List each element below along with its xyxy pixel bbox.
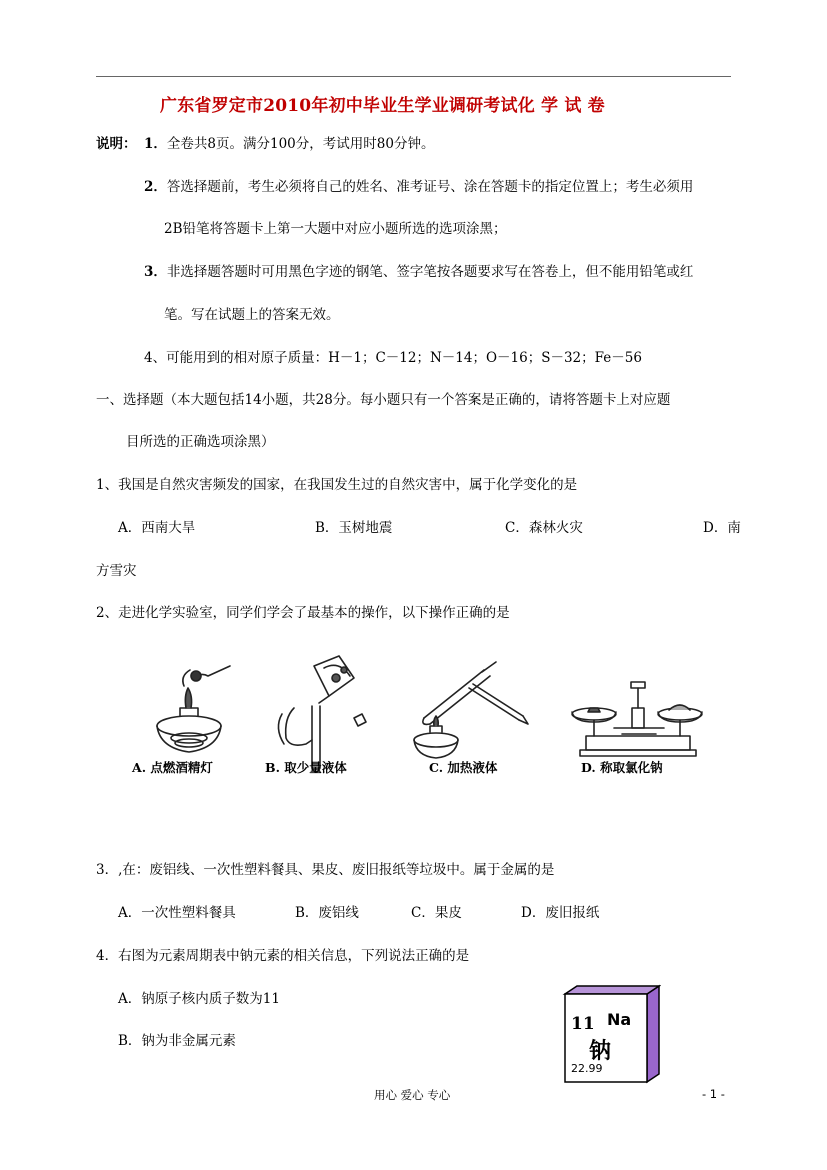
element-symbol: Na	[607, 1010, 632, 1029]
sodium-element-card	[561, 984, 661, 1084]
q4-option-b: B．钠为非金属元素	[118, 1033, 236, 1049]
q3-option-b: B．废铝线	[295, 905, 359, 921]
instruction-2	[144, 177, 693, 197]
instruction-number: 1．	[144, 136, 167, 152]
lab-operations-figure	[124, 648, 704, 783]
q1-option-c: C．森林火灾	[505, 520, 583, 536]
instruction-2-cont: 2B铅笔将答题卡上第一大题中对应小题所选的选项涂黑；	[164, 221, 507, 237]
figure-caption-a: A. 点燃酒精灯	[132, 760, 213, 775]
heating-liquid-illustration	[414, 662, 528, 758]
instruction-text: 答选择题前，考生必须将自己的姓名、准考证号、涂在答题卡的指定位置上；考生必须用	[166, 179, 694, 195]
page-number: - 1 -	[702, 1087, 725, 1101]
instruction-number: 2．	[144, 179, 167, 195]
q3-option-c: C．果皮	[411, 905, 462, 921]
instruction-4	[144, 348, 642, 368]
instruction-3-cont: 笔。写在试题上的答案无效。	[164, 307, 340, 323]
header-rule	[96, 76, 731, 77]
question-1-stem: 1、我国是自然灾害频发的国家，在我国发生过的自然灾害中，属于化学变化的是	[96, 477, 578, 493]
instruction-number: 3．	[144, 264, 167, 280]
footer-motto: 用心 爱心 专心	[374, 1088, 451, 1102]
instruction-text: 非选择题答题时可用黑色字迹的钢笔、签字笔按各题要求写在答卷上，但不能用铅笔或红	[166, 264, 694, 280]
section-heading: 一、选择题（本大题包括14小题，共28分。每小题只有一个答案是正确的，请将答题卡上对应题	[96, 392, 671, 408]
instructions-label: 说明：	[96, 136, 137, 152]
question-2-stem: 2、走进化学实验室，同学们学会了最基本的操作，以下操作正确的是	[96, 605, 510, 621]
question-4-stem: 4．右图为元素周期表中钠元素的相关信息，下列说法正确的是	[96, 948, 470, 964]
q1-option-d: D．南	[703, 520, 741, 536]
balance-scale-illustration	[572, 682, 702, 756]
q3-option-a: A．一次性塑料餐具	[118, 905, 236, 921]
instruction-number: 4、	[144, 350, 167, 366]
atomic-mass: 22.99	[571, 1062, 603, 1075]
instruction-1	[144, 134, 434, 154]
q1-option-b: B．玉树地震	[315, 520, 393, 536]
instruction-3	[144, 262, 693, 282]
figure-caption-d: D. 称取氯化钠	[581, 760, 663, 775]
alcohol-lamp-illustration	[157, 666, 230, 752]
instruction-text: 可能用到的相对原子质量：H－1；C－12；N－14；O－16；S－32；Fe－56	[166, 350, 642, 366]
atomic-number: 11	[571, 1014, 595, 1034]
question-3-stem: 3．,在：废铝线、一次性塑料餐具、果皮、废旧报纸等垃圾中。属于金属的是	[96, 862, 555, 878]
figure-caption-c: C. 加热液体	[429, 760, 498, 775]
q1-option-d-cont: 方雪灾	[96, 563, 137, 579]
element-name: 钠	[589, 1038, 612, 1064]
q3-option-d: D．废旧报纸	[521, 905, 600, 921]
pouring-liquid-illustration	[278, 656, 366, 772]
section-heading-cont: 目所选的正确选项涂黑）	[126, 434, 275, 450]
exam-title: 广东省罗定市2010年初中毕业生学业调研考试化 学 试 卷	[160, 96, 605, 116]
q1-option-a: A．西南大旱	[118, 520, 196, 536]
q4-option-a: A．钠原子核内质子数为11	[118, 991, 280, 1007]
figure-caption-b: B. 取少量液体	[265, 760, 347, 775]
instruction-text: 全卷共8页。满分100分，考试用时80分钟。	[166, 136, 435, 152]
